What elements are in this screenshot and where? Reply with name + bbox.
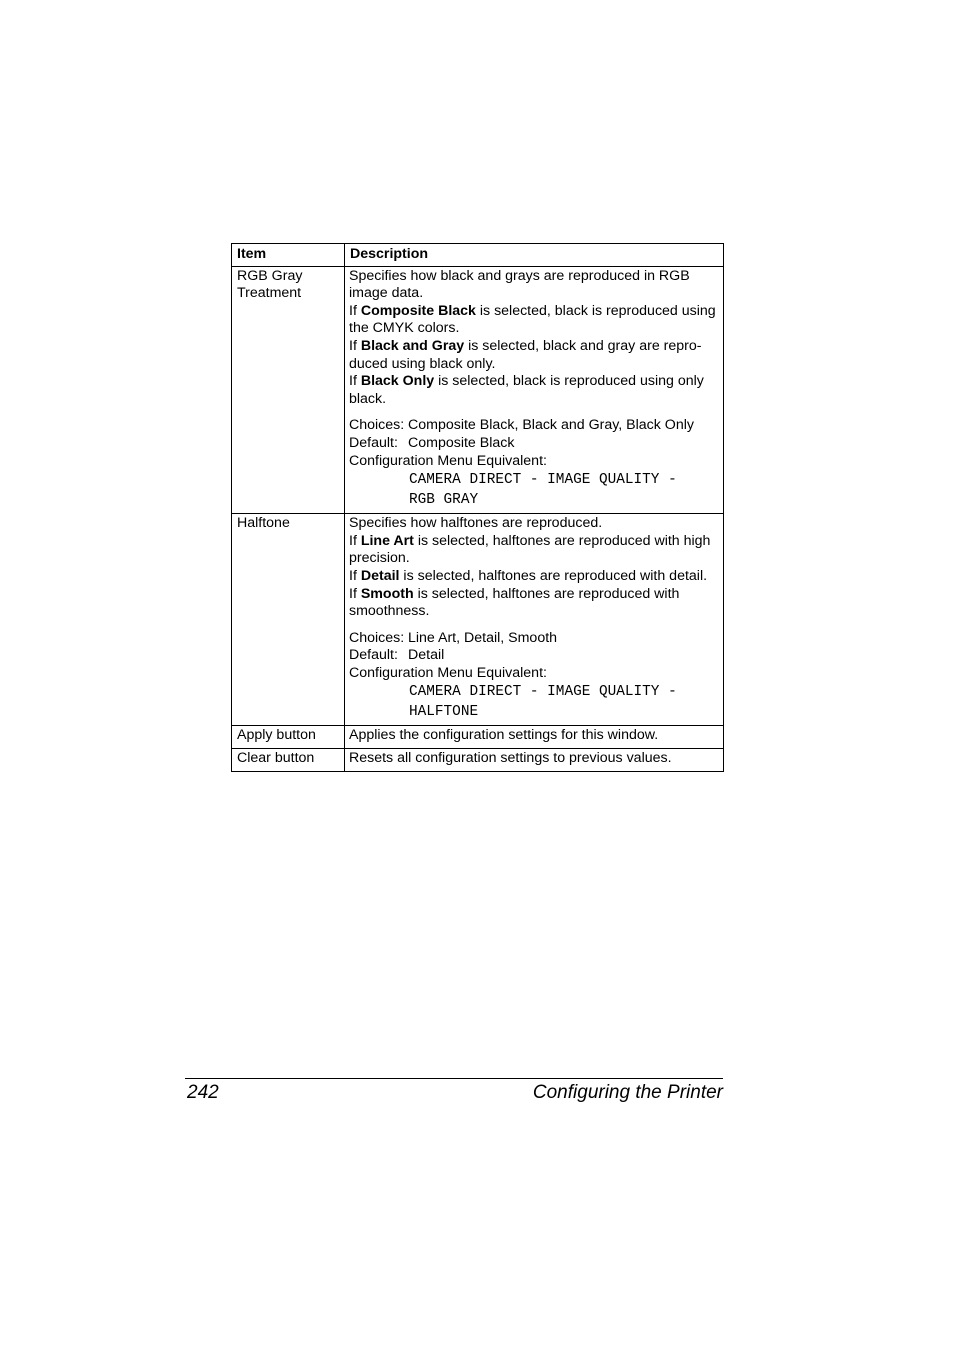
description-text: If xyxy=(349,302,361,319)
table-header-row xyxy=(232,244,724,267)
description-text: smoothness. xyxy=(349,603,430,620)
description-line xyxy=(349,515,721,533)
description-text: Applies the configuration settings for this window. xyxy=(349,727,659,744)
description-line xyxy=(349,568,721,586)
description-text: If xyxy=(349,373,361,390)
description-text: is selected, halftones are reproduced with xyxy=(413,585,680,602)
footer-rule xyxy=(185,1078,723,1079)
description-line xyxy=(349,586,721,604)
bold-option-name: Detail xyxy=(360,567,400,584)
menu-path-line: CAMERA DIRECT - IMAGE QUALITY - xyxy=(409,472,677,489)
paragraph-gap xyxy=(349,408,721,417)
default-line xyxy=(349,647,721,665)
description-text: If xyxy=(349,567,361,584)
menu-path-line: HALFTONE xyxy=(409,703,479,720)
header-item: Item xyxy=(232,244,345,267)
paragraph-gap xyxy=(349,621,721,630)
bold-option-name: Composite Black xyxy=(360,302,476,319)
description-text: black. xyxy=(349,390,387,407)
description-cell xyxy=(345,514,724,726)
description-text: If xyxy=(349,585,361,602)
description-line xyxy=(349,391,721,409)
item-label-line: Apply button xyxy=(237,727,316,744)
bold-option-name: Black Only xyxy=(360,373,435,390)
menu-equivalent-label: Configuration Menu Equivalent: xyxy=(349,452,547,469)
description-line xyxy=(349,320,721,338)
description-text: the CMYK colors. xyxy=(349,320,460,337)
description-line xyxy=(349,533,721,551)
description-cell xyxy=(345,266,724,514)
description-line xyxy=(349,750,721,768)
item-cell xyxy=(232,266,345,514)
bold-option-name: Black and Gray xyxy=(360,337,465,354)
item-cell xyxy=(232,514,345,726)
table-row xyxy=(232,514,724,726)
item-label-line: Halftone xyxy=(237,515,290,532)
item-cell xyxy=(232,749,345,772)
item-label-line: RGB Gray xyxy=(237,267,303,284)
description-line xyxy=(349,603,721,621)
menu-equivalent-label: Configuration Menu Equivalent: xyxy=(349,664,547,681)
default-label: Default: xyxy=(349,434,398,451)
choices-value: Composite Black, Black and Gray, Black Only xyxy=(408,417,694,434)
choices-label: Choices: xyxy=(349,629,405,646)
footer-title: Configuring the Printer xyxy=(532,1082,723,1103)
description-text: is selected, black and gray are repro- xyxy=(464,337,702,354)
bold-option-name: Line Art xyxy=(360,532,414,549)
description-text: Specifies how black and grays are reproduced in RGB xyxy=(349,267,690,284)
choices-value: Line Art, Detail, Smooth xyxy=(408,629,558,646)
description-line xyxy=(349,268,721,286)
description-text: If xyxy=(349,532,361,549)
item-cell xyxy=(232,726,345,749)
item-label-line: Clear button xyxy=(237,750,315,767)
description-line xyxy=(349,550,721,568)
description-text: is selected, black is reproduced using only xyxy=(434,373,704,390)
default-value: Detail xyxy=(408,647,445,664)
description-line xyxy=(349,285,721,303)
table-row xyxy=(232,726,724,749)
description-text: image data. xyxy=(349,285,424,302)
description-line xyxy=(349,303,721,321)
description-text: Resets all configuration settings to previous values. xyxy=(349,750,672,767)
default-line xyxy=(349,435,721,453)
description-text: duced using black only. xyxy=(349,355,496,372)
description-text: is selected, halftones are reproduced with detail. xyxy=(399,567,708,584)
item-label-line: Treatment xyxy=(237,285,302,302)
description-text: precision. xyxy=(349,550,410,567)
settings-table xyxy=(231,243,724,772)
description-cell xyxy=(345,726,724,749)
description-text: Specifies how halftones are reproduced. xyxy=(349,515,603,532)
description-cell xyxy=(345,749,724,772)
table-body xyxy=(232,266,724,771)
table-row xyxy=(232,749,724,772)
menu-path-line: CAMERA DIRECT - IMAGE QUALITY - xyxy=(409,684,677,701)
table-row xyxy=(232,266,724,514)
choices-line xyxy=(349,417,721,435)
description-text: is selected, black is reproduced using xyxy=(475,302,716,319)
description-line xyxy=(349,373,721,391)
default-label: Default: xyxy=(349,647,398,664)
page-number: 242 xyxy=(187,1082,219,1103)
description-line xyxy=(349,338,721,356)
description-line xyxy=(349,356,721,374)
header-description: Description xyxy=(345,244,724,267)
default-value: Composite Black xyxy=(408,434,515,451)
description-line xyxy=(349,727,721,745)
choices-label: Choices: xyxy=(349,417,405,434)
menu-path-line: RGB GRAY xyxy=(409,491,479,508)
bold-option-name: Smooth xyxy=(360,585,414,602)
description-text: is selected, halftones are reproduced with high xyxy=(413,532,711,549)
choices-line xyxy=(349,630,721,648)
description-text: If xyxy=(349,337,361,354)
